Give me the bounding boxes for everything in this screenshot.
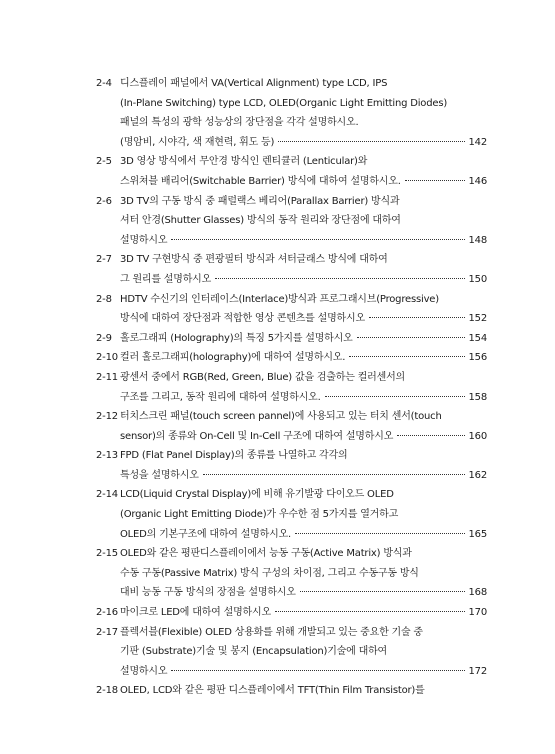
toc-line <box>96 642 487 662</box>
table-of-contents <box>96 74 487 701</box>
toc-line <box>96 172 487 192</box>
toc-line <box>96 388 487 408</box>
toc-entry <box>96 368 487 407</box>
entry-text: 3D 영상 방식에서 무안경 방식인 렌티큘러 (Lenticular)와 <box>120 156 368 168</box>
toc-line <box>96 270 487 290</box>
entry-text: 방식에 대하여 장단점과 적합한 영상 콘텐츠를 설명하시오 <box>120 313 365 325</box>
toc-line <box>96 113 487 133</box>
page-number: 170 <box>468 607 487 619</box>
entry-text: 3D TV 구현방식 중 편광필터 방식과 셔터글래스 방식에 대하여 <box>120 254 388 266</box>
page-number: 152 <box>468 313 487 325</box>
page-number: 154 <box>468 332 487 344</box>
entry-number: 2-9 <box>96 332 112 344</box>
entry-number: 2-10 <box>96 352 118 364</box>
toc-line <box>96 544 487 564</box>
toc-line <box>96 564 487 584</box>
toc-line <box>96 681 487 701</box>
entry-text: OLED의 기본구조에 대하여 설명하시오. <box>120 528 292 540</box>
entry-text: (Organic Light Emitting Diode)가 우수한 점 5가지를 열거하고 <box>120 509 399 521</box>
dot-leader <box>325 396 465 397</box>
toc-line <box>96 466 487 486</box>
entry-number: 2-13 <box>96 450 118 462</box>
dot-leader <box>295 533 464 534</box>
entry-text: 대비 능동 구동 방식의 장점을 설명하시오 <box>120 587 296 599</box>
dot-leader <box>405 180 465 181</box>
toc-line <box>96 309 487 329</box>
dot-leader <box>275 611 465 612</box>
entry-text: 수동 구동(Passive Matrix) 방식 구성의 차이점, 그리고 수동구동 방식 <box>120 567 419 579</box>
entry-number: 2-6 <box>96 195 112 207</box>
page-number: 150 <box>468 273 487 285</box>
entry-number: 2-5 <box>96 156 112 168</box>
toc-line <box>96 446 487 466</box>
toc-entry <box>96 348 487 368</box>
toc-line <box>96 525 487 545</box>
toc-line <box>96 623 487 643</box>
toc-entry <box>96 407 487 446</box>
entry-number: 2-15 <box>96 548 118 560</box>
toc-line <box>96 133 487 153</box>
entry-number: 2-18 <box>96 685 118 697</box>
toc-entry <box>96 152 487 191</box>
toc-line <box>96 407 487 427</box>
toc-line <box>96 505 487 525</box>
entry-number: 2-7 <box>96 254 112 266</box>
entry-text: 컬러 홀로그래피(holography)에 대하여 설명하시오. <box>120 352 346 364</box>
dot-leader <box>171 670 464 671</box>
entry-number: 2-12 <box>96 411 118 423</box>
toc-line <box>96 231 487 251</box>
entry-text: 설명하시오 <box>120 234 168 246</box>
toc-line <box>96 662 487 682</box>
entry-text: 플렉서블(Flexible) OLED 상용화를 위해 개발되고 있는 중요한 기술 중 <box>120 626 423 638</box>
page-number: 148 <box>468 234 487 246</box>
toc-entry <box>96 329 487 349</box>
page-number: 168 <box>468 587 487 599</box>
entry-number: 2-17 <box>96 626 118 638</box>
entry-number: 2-4 <box>96 78 112 89</box>
toc-entry <box>96 544 487 603</box>
toc-line <box>96 250 487 270</box>
entry-number: 2-14 <box>96 489 118 501</box>
dot-leader <box>215 278 464 279</box>
entry-text: 광센서 중에서 RGB(Red, Green, Blue) 값을 검출하는 컬러센서의 <box>120 371 405 383</box>
dot-leader <box>171 239 464 240</box>
page-number: 172 <box>468 665 487 677</box>
toc-line <box>96 485 487 505</box>
toc-line <box>96 583 487 603</box>
toc-entry <box>96 192 487 251</box>
page-number: 142 <box>468 136 487 148</box>
page-number: 158 <box>468 391 487 403</box>
toc-line <box>96 94 487 114</box>
entry-text: 디스플레이 패널에서 VA(Vertical Alignment) type LCD, IPS <box>120 78 388 89</box>
entry-text: 설명하시오 <box>120 665 168 677</box>
toc-line <box>96 152 487 172</box>
page-number: 156 <box>468 352 487 364</box>
entry-text: 홀로그래피 (Holography)의 특징 5가지를 설명하시오 <box>120 332 353 344</box>
toc-entry <box>96 250 487 289</box>
toc-line <box>96 74 487 94</box>
toc-line <box>96 348 487 368</box>
entry-text: HDTV 수신기의 인터레이스(Interlace)방식과 프로그래시브(Progressive) <box>120 293 439 305</box>
toc-line <box>96 368 487 388</box>
toc-line <box>96 329 487 349</box>
dot-leader <box>278 141 464 142</box>
toc-entry <box>96 446 487 485</box>
entry-text: OLED, LCD와 같은 평판 디스플레이에서 TFT(Thin Film Transistor)를 <box>120 685 425 697</box>
dot-leader <box>369 317 465 318</box>
entry-text: 구조를 그리고, 동작 원리에 대하여 설명하시오. <box>120 391 321 403</box>
entry-text: 터치스크린 패널(touch screen pannel)에 사용되고 있는 터치 센서(touch <box>120 411 442 423</box>
toc-entry <box>96 485 487 544</box>
entry-text: 셔터 안경(Shutter Glasses) 방식의 동작 원리와 장단점에 대하여 <box>120 215 401 227</box>
toc-line <box>96 211 487 231</box>
entry-text: 특성을 설명하시오 <box>120 469 199 481</box>
toc-entry <box>96 603 487 623</box>
dot-leader <box>397 435 464 436</box>
entry-text: (In-Plane Switching) type LCD, OLED(Organic Light Emitting Diodes) <box>120 97 448 109</box>
toc-line <box>96 290 487 310</box>
toc-line <box>96 192 487 212</box>
entry-number: 2-11 <box>96 371 118 383</box>
page-number: 165 <box>468 528 487 540</box>
entry-text: OLED와 같은 평판디스플레이에서 능동 구동(Active Matrix) 방식과 <box>120 548 412 560</box>
page-number: 160 <box>468 430 487 442</box>
toc-entry <box>96 290 487 329</box>
entry-text: 그 원리를 설명하시오 <box>120 273 212 285</box>
dot-leader <box>300 591 465 592</box>
toc-entry <box>96 74 487 152</box>
page-number: 146 <box>468 175 487 187</box>
entry-text: 패널의 특성의 광학 성능상의 장단점을 각각 설명하시오. <box>120 117 359 129</box>
dot-leader <box>349 356 464 357</box>
dot-leader <box>357 337 465 338</box>
entry-number: 2-16 <box>96 607 118 619</box>
entry-text: sensor)의 종류와 On-Cell 및 In-Cell 구조에 대하여 설명하시오 <box>120 430 394 442</box>
entry-text: FPD (Flat Panel Display)의 종류를 나열하고 각각의 <box>120 450 348 462</box>
toc-line <box>96 603 487 623</box>
page-number: 162 <box>468 469 487 481</box>
entry-text: LCD(Liquid Crystal Display)에 비해 유기발광 다이오드 OLED <box>120 489 394 501</box>
entry-number: 2-8 <box>96 293 112 305</box>
entry-text: 마이크로 LED에 대하여 설명하시오 <box>120 607 271 619</box>
entry-text: 3D TV의 구동 방식 중 패럴랙스 베리어(Parallax Barrier) 방식과 <box>120 195 400 207</box>
toc-line <box>96 427 487 447</box>
entry-text: (명암비, 시야각, 색 재현력, 휘도 등) <box>120 136 275 148</box>
dot-leader <box>203 474 465 475</box>
entry-text: 기판 (Substrate)기술 및 봉지 (Encapsulation)기술에 대하여 <box>120 646 387 658</box>
toc-entry <box>96 681 487 701</box>
toc-entry <box>96 623 487 682</box>
entry-text: 스위쳐블 배리어(Switchable Barrier) 방식에 대하여 설명하시오. <box>120 175 401 187</box>
